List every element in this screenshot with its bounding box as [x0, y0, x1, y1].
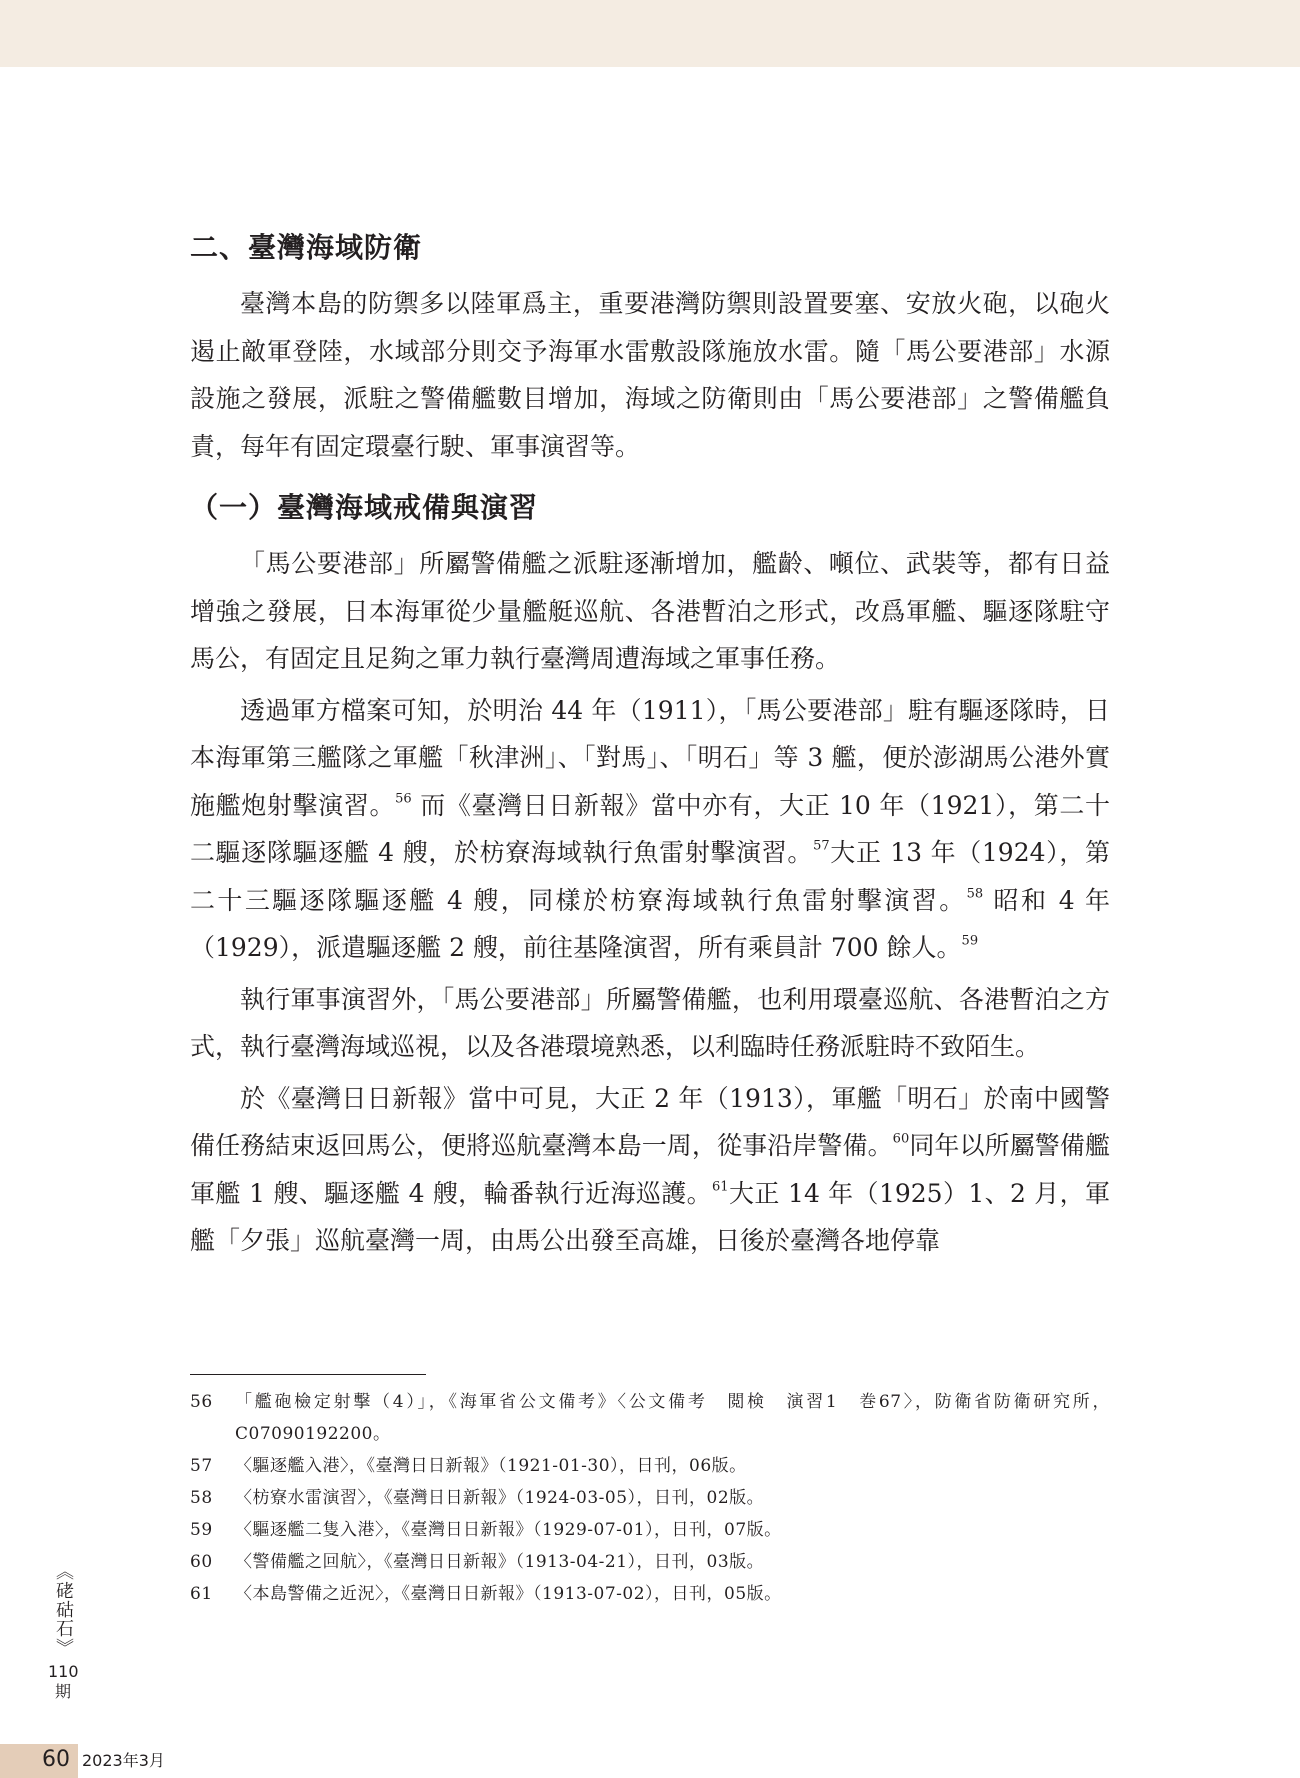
footnotes: [190, 1386, 1110, 1610]
footnote-text: 〈本島警備之近況〉，《臺灣日日新報》（1913-07-02），日刊，05版。: [235, 1584, 782, 1604]
footnote-number: 61: [190, 1584, 213, 1604]
footnote-number: 59: [190, 1520, 213, 1540]
paragraph-4: [190, 1075, 1110, 1265]
footnote-number: 60: [190, 1552, 213, 1572]
footnote-number: 58: [190, 1488, 213, 1508]
footnote-text: 〈驅逐艦入港〉，《臺灣日日新報》（1921-01-30），日刊，06版。: [235, 1456, 747, 1476]
paragraph-2: [190, 687, 1110, 972]
footnote-ref-58[interactable]: 58: [966, 885, 984, 901]
footnote-ref-56[interactable]: 56: [395, 790, 412, 806]
page-number: 60: [42, 1747, 70, 1772]
paragraph-1: 「馬公要港部」所屬警備艦之派駐逐漸增加，艦齡、噸位、武裝等，都有日益增強之發展，日本海軍從少量艦艇巡航、各港暫泊之形式，改爲軍艦、驅逐隊駐守馬公，有固定且足夠之軍力執行臺灣周遭海域之軍事任務。: [190, 549, 1110, 673]
paragraph-2-text-c: 大正 13 年（1924），第二十三驅逐隊驅逐艦 4 艘，同樣於枋寮海域執行魚雷射擊演習。: [190, 838, 1110, 915]
paragraph-2-text-b: 而《臺灣日日新報》當中亦有，大正 10 年（1921），第二十二驅逐隊驅逐艦 4 艘，於枋寮海域執行魚雷射擊演習。: [190, 790, 1110, 867]
paragraph-4-text-c: 大正 14 年（1925）1、2 月，軍艦「夕張」巡航臺灣一周，由馬公出發至高雄，日後於臺灣各地停靠: [190, 1178, 1110, 1255]
paragraph-2-text-a: 透過軍方檔案可知，於明治 44 年（1911），「馬公要港部」駐有驅逐隊時，日本海軍第三艦隊之軍艦「秋津洲」、「對馬」、「明石」等 3 艦，便於澎湖馬公港外實施艦炮射擊演習。: [190, 695, 1110, 820]
footnote-ref-59[interactable]: 59: [961, 933, 979, 949]
footnote-number: 57: [190, 1456, 213, 1476]
footnote-ref-60[interactable]: 60: [892, 1131, 910, 1147]
footnote-ref-61[interactable]: 61: [712, 1178, 729, 1194]
issue-suffix: 期: [54, 1682, 71, 1701]
footnote-text: 〈驅逐艦二隻入港〉，《臺灣日日新報》（1929-07-01），日刊，07版。: [235, 1520, 782, 1540]
footnote-item: [190, 1450, 1110, 1482]
journal-side-title: [48, 1562, 78, 1702]
footnote-item: [190, 1514, 1110, 1546]
journal-name: 《硓𥑮石》: [53, 1562, 74, 1657]
publication-date: 2023年3月: [82, 1751, 165, 1770]
section-intro-paragraph: 臺灣本島的防禦多以陸軍爲主，重要港灣防禦則設置要塞、安放火砲，以砲火遏止敵軍登陸，水域部分則交予海軍水雷敷設隊施放水雷。隨「馬公要港部」水源設施之發展，派駐之警備艦數目增加，海域之防衛則由「馬公要港部」之警備艦負責，每年有固定環臺行駛、軍事演習等。: [190, 289, 1110, 461]
section-heading: 二、臺灣海域防衛: [190, 231, 423, 264]
footnote-item: [190, 1386, 1110, 1450]
paragraph-3: 執行軍事演習外，「馬公要港部」所屬警備艦，也利用環臺巡航、各港暫泊之方式，執行臺灣海域巡視，以及各港環境熟悉，以利臨時任務派駐時不致陌生。: [190, 984, 1110, 1061]
issue-number: 110: [48, 1662, 79, 1681]
footnote-number: 56: [190, 1392, 213, 1412]
footnote-text: 〈警備艦之回航〉，《臺灣日日新報》（1913-04-21），日刊，03版。: [235, 1552, 765, 1572]
top-color-band: [0, 0, 1300, 67]
paragraph-2-text-d: 昭和 4 年（1929），派遣驅逐艦 2 艘，前往基隆演習，所有乘員計 700 餘人。: [190, 885, 1110, 962]
footnote-item: [190, 1578, 1110, 1610]
paragraph-4-text-a: 於《臺灣日日新報》當中可見，大正 2 年（1913），軍艦「明石」於南中國警備任務結束返回馬公，便將巡航臺灣本島一周，從事沿岸警備。: [190, 1083, 1110, 1160]
footnote-item: [190, 1546, 1110, 1578]
footnote-text: 〈枋寮水雷演習〉，《臺灣日日新報》（1924-03-05），日刊，02版。: [235, 1488, 765, 1508]
paragraph-4-text-b: 同年以所屬警備艦軍艦 1 艘、驅逐艦 4 艘，輪番執行近海巡護。: [190, 1131, 1110, 1208]
subsection-heading: （一）臺灣海域戒備與演習: [190, 491, 539, 524]
footnote-text: 「艦砲檢定射擊（4）」，《海軍省公文備考》〈公文備考 閲検 演習1 巻67〉，防衛省防衛研究所，C07090192200。: [235, 1392, 1110, 1444]
footnote-ref-57[interactable]: 57: [813, 838, 830, 854]
footnote-item: [190, 1482, 1110, 1514]
footnote-divider: [190, 1374, 426, 1375]
article-body: [190, 228, 1110, 1269]
